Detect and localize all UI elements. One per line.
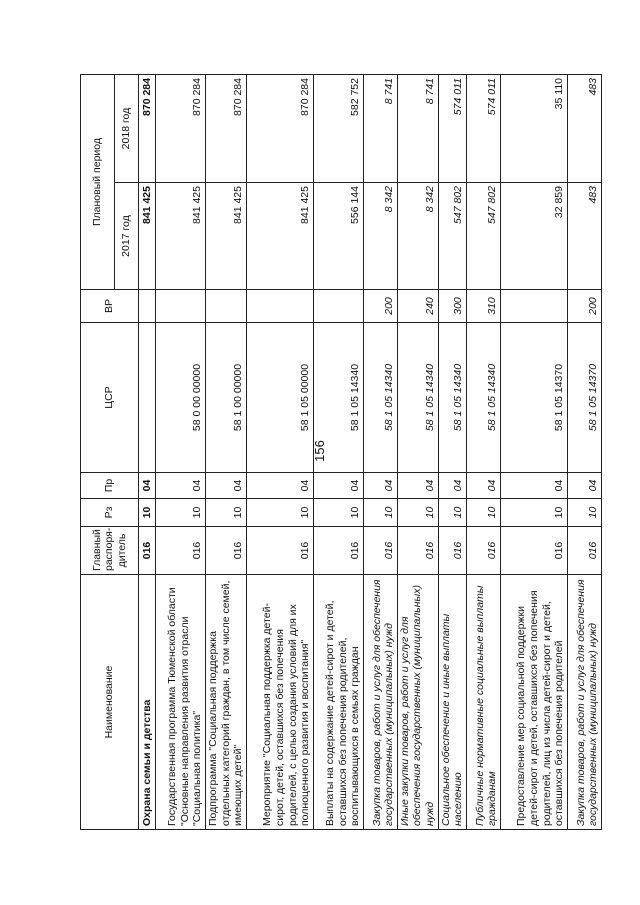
cell-csr: 58 1 05 14370 [500,323,567,473]
cell-2017: 483 [567,183,601,290]
cell-2017: 841 425 [156,183,206,290]
cell-csr: 58 1 00 00000 [206,323,247,473]
cell-name: Иные закупки товаров, работ и услуг для обеспечения государственных (муниципальных) нужд [397,575,438,830]
cell-2018: 8 741 [397,75,438,183]
cell-csr: 58 0 00 00000 [156,323,206,473]
col-header-pr: Пр [81,473,139,499]
cell-name: Предоставление мер социальной поддержки детей-сирот и детей, оставшихся без попечения родителей, лиц из числа детей-сирот и детей, оставшихся без попечения родителей [500,575,567,830]
cell-name: Мероприятие "Социальная поддержка детей-сирот, детей, оставшихся без попечения родителей, с целью создания условий для их полноценного развития и воспитания" [246,575,313,830]
cell-name: Подпрограмма "Социальная поддержка отдельных категорий граждан, в том числе семей, имеющих детей" [206,575,247,830]
cell-rz: 10 [139,499,156,527]
cell-name: Закупка товаров, работ и услуг для обеспечения государственных (муниципальных) нужд [363,575,397,830]
cell-vr: 300 [438,290,466,323]
cell-csr: 58 1 05 00000 [246,323,313,473]
col-header-admin: Главный распоря-дитель [81,527,139,575]
cell-2018: 870 284 [139,75,156,183]
cell-rz: 10 [567,499,601,527]
cell-pr: 04 [466,473,500,499]
table-row [567,75,601,830]
cell-admin: 016 [466,527,500,575]
cell-csr: 58 1 05 14370 [567,323,601,473]
col-header-name: Наименование [81,575,139,830]
cell-vr: 200 [567,290,601,323]
cell-name: Охрана семьи и детства [139,575,156,830]
cell-rz: 10 [246,499,313,527]
table-row [156,75,206,830]
col-header-2018: 2018 год [115,75,139,183]
cell-2017: 8 342 [397,183,438,290]
cell-rz: 10 [313,499,363,527]
cell-csr: 58 1 05 14340 [397,323,438,473]
page-number: 156 [312,440,327,462]
cell-pr: 04 [397,473,438,499]
cell-name: Социальное обеспечение и иные выплаты населению [438,575,466,830]
col-header-planned-period: Плановый период [81,75,115,290]
cell-pr: 04 [567,473,601,499]
cell-name: Выплаты на содержание детей-сирот и детей, оставшихся без попечения родителей, воспитывающихся в семьях граждан [313,575,363,830]
cell-vr [500,290,567,323]
table-body [139,75,602,830]
cell-name: Закупка товаров, работ и услуг для обеспечения государственных (муниципальных) нужд [567,575,601,830]
cell-pr: 04 [438,473,466,499]
budget-table [80,74,602,830]
cell-pr: 04 [363,473,397,499]
cell-2017: 841 425 [246,183,313,290]
cell-name: Публичные нормативные социальные выплаты гражданам [466,575,500,830]
table-row [466,75,500,830]
cell-2018: 574 011 [438,75,466,183]
cell-rz: 10 [466,499,500,527]
cell-admin: 016 [206,527,247,575]
table-row [139,75,156,830]
cell-2017: 547 802 [466,183,500,290]
cell-admin: 016 [313,527,363,575]
col-header-csr: ЦСР [81,323,139,473]
cell-vr [246,290,313,323]
cell-rz: 10 [438,499,466,527]
table-row [363,75,397,830]
cell-vr: 200 [363,290,397,323]
cell-rz: 10 [397,499,438,527]
cell-2017: 8 342 [363,183,397,290]
cell-2017: 841 425 [206,183,247,290]
cell-csr: 58 1 05 14340 [438,323,466,473]
col-header-2017: 2017 год [115,183,139,290]
table-row [500,75,567,830]
cell-2018: 870 284 [156,75,206,183]
cell-admin: 016 [397,527,438,575]
cell-name: Государственная программа Тюменской области "Основные направления развития отрасли "Социальная политика" [156,575,206,830]
cell-vr: 310 [466,290,500,323]
table-row [313,75,363,830]
cell-2017: 547 802 [438,183,466,290]
cell-2017: 32 859 [500,183,567,290]
cell-2018: 35 110 [500,75,567,183]
table-row [397,75,438,830]
cell-rz: 10 [363,499,397,527]
cell-vr [156,290,206,323]
cell-pr: 04 [206,473,247,499]
cell-2018: 483 [567,75,601,183]
table-row [206,75,247,830]
cell-rz: 10 [500,499,567,527]
cell-pr: 04 [313,473,363,499]
cell-2018: 870 284 [206,75,247,183]
cell-pr: 04 [500,473,567,499]
cell-csr: 58 1 05 14340 [313,323,363,473]
cell-admin: 016 [500,527,567,575]
cell-2018: 870 284 [246,75,313,183]
header-row [81,75,115,830]
cell-pr: 04 [139,473,156,499]
table-row [246,75,313,830]
cell-vr [313,290,363,323]
cell-rz: 10 [156,499,206,527]
cell-admin: 016 [156,527,206,575]
cell-2017: 841 425 [139,183,156,290]
cell-csr: 58 1 05 14340 [466,323,500,473]
cell-2017: 556 144 [313,183,363,290]
cell-pr: 04 [156,473,206,499]
cell-2018: 582 752 [313,75,363,183]
cell-vr [139,290,156,323]
cell-admin: 016 [567,527,601,575]
budget-table-container [80,75,600,830]
cell-csr: 58 1 05 14340 [363,323,397,473]
cell-admin: 016 [438,527,466,575]
cell-admin: 016 [363,527,397,575]
cell-admin: 016 [139,527,156,575]
col-header-rz: Рз [81,499,139,527]
cell-2018: 8 741 [363,75,397,183]
table-row [438,75,466,830]
cell-2018: 574 011 [466,75,500,183]
cell-pr: 04 [246,473,313,499]
col-header-vr: ВР [81,290,139,323]
cell-csr [139,323,156,473]
cell-admin: 016 [246,527,313,575]
cell-vr [206,290,247,323]
cell-rz: 10 [206,499,247,527]
cell-vr: 240 [397,290,438,323]
